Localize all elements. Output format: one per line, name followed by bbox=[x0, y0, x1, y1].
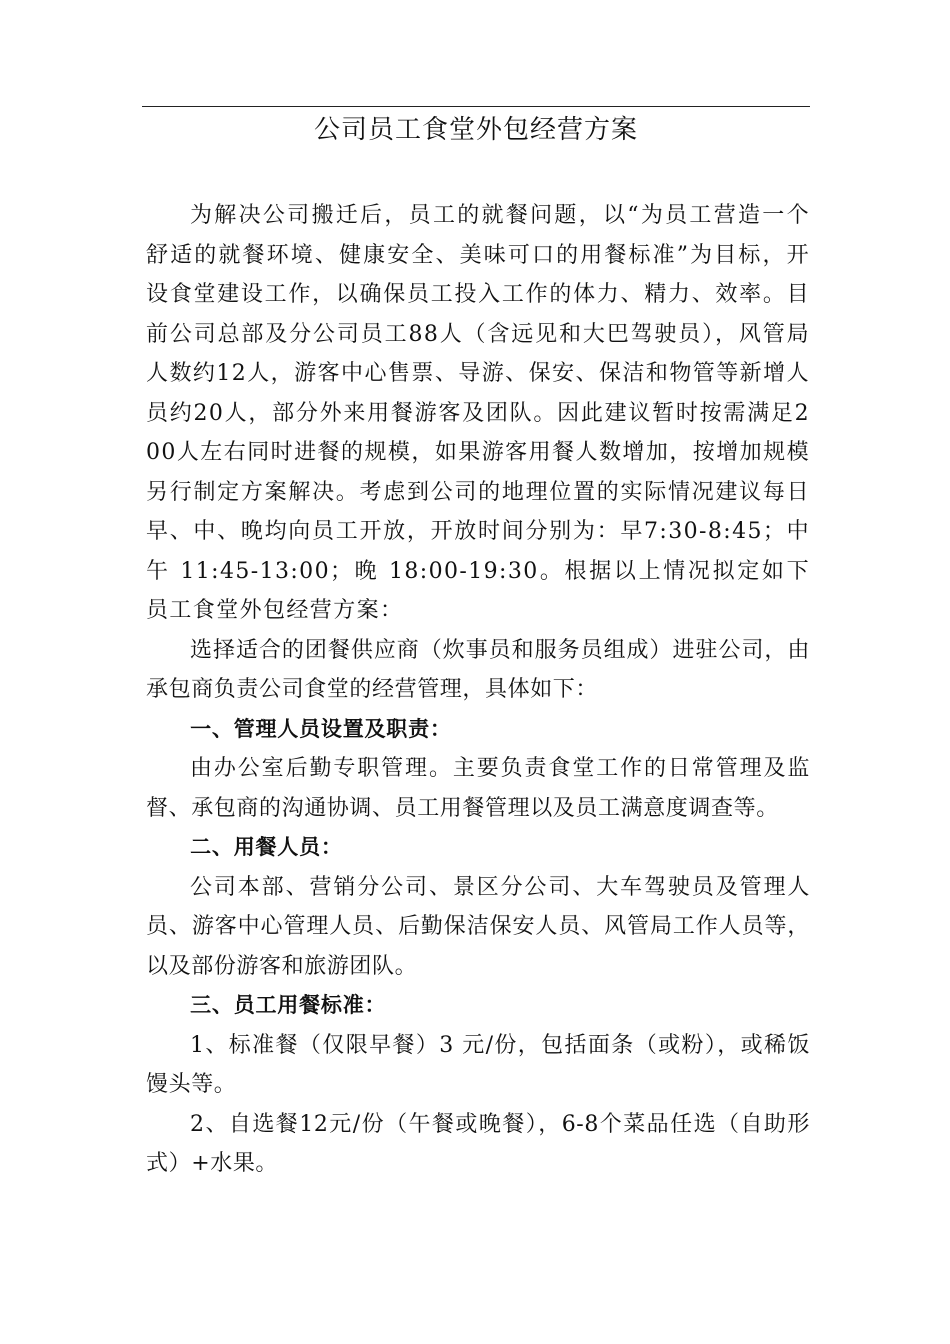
section-heading-standards: 三、员工用餐标准： bbox=[190, 993, 387, 1017]
document-title: 公司员工食堂外包经营方案 bbox=[313, 115, 638, 145]
management-paragraph: 由办公室后勤专职管理。主要负责食堂工作的日常管理及监督、承包商的沟通协调、员工用餐管理以及员工满意度调查等。 bbox=[146, 756, 810, 821]
supplier-paragraph: 选择适合的团餐供应商（炊事员和服务员组成）进驻公司，由承包商负责公司食堂的经营管理，具体如下： bbox=[146, 637, 810, 702]
diners-paragraph: 公司本部、营销分公司、景区分公司、大车驾驶员及管理人员、游客中心管理人员、后勤保洁保安人员、风管局工作人员等，以及部份游客和旅游团队。 bbox=[146, 874, 810, 979]
document-body bbox=[146, 196, 810, 1184]
section-heading-diners: 二、用餐人员： bbox=[190, 835, 343, 859]
header-rule bbox=[142, 106, 810, 107]
intro-paragraph: 为解决公司搬迁后，员工的就餐问题，以“为员工营造一个舒适的就餐环境、健康安全、美味可口的用餐标准”为目标，开设食堂建设工作，以确保员工投入工作的体力、精力、效率。目前公司总部及分公司员工88人（含远见和大巴驾驶员），风管局人数约12人，游客中心售票、导游、保安、保洁和物管等新增人员约20人，部分外来用餐游客及团队。因此建议暂时按需满足200人左右同时进餐的规模，如果游客用餐人数增加，按增加规模另行制定方案解决。考虑到公司的地理位置的实际情况建议每日早、中、晚均向员工开放，开放时间分别为：早7:30-8:45；中午 11:45-13:00；晚 18:00-19:30。根据以上情况拟定如下员工食堂外包经营方案： bbox=[146, 203, 810, 623]
standard-buffet-paragraph: 2、自选餐12元/份（午餐或晚餐），6-8个菜品任选（自助形式）+水果。 bbox=[146, 1111, 810, 1176]
section-heading-management: 一、管理人员设置及职责： bbox=[190, 716, 452, 741]
standard-breakfast-paragraph: 1、标准餐（仅限早餐）3 元/份，包括面条（或粉），或稀饭馒头等。 bbox=[146, 1032, 810, 1097]
